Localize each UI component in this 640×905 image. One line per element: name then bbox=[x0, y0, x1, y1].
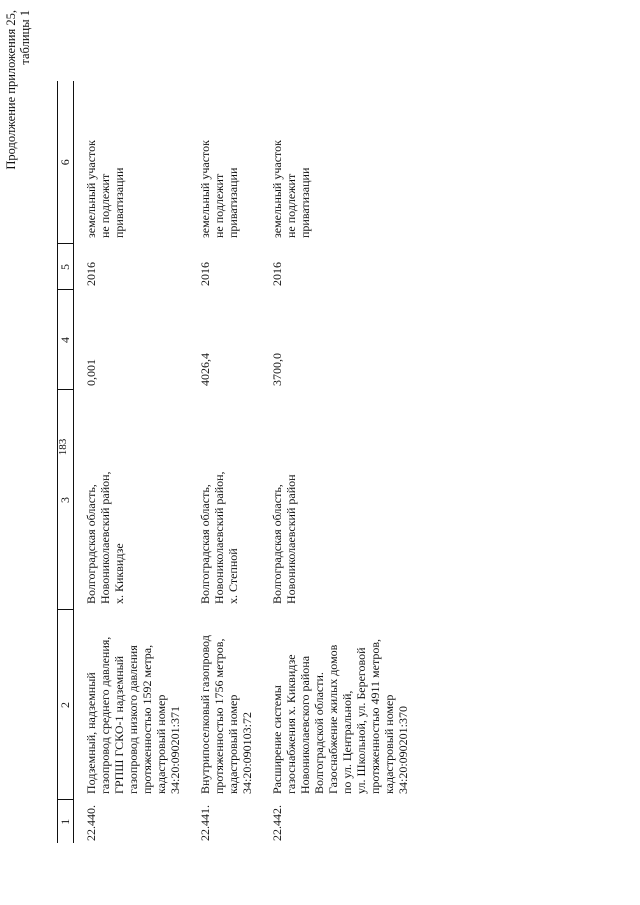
year-cell: 2016 bbox=[270, 262, 284, 286]
object-name-line: кадастровый номер bbox=[154, 694, 168, 794]
header-col-2: 2 bbox=[58, 610, 74, 800]
object-name-line: кадастровый номер bbox=[226, 694, 240, 794]
object-name-cell bbox=[188, 610, 260, 800]
address-line: Новониколаевский район, bbox=[98, 471, 112, 604]
header-col-4: 4 bbox=[58, 290, 74, 390]
object-name-line: протяженностью 4911 метров, bbox=[368, 638, 382, 794]
page-number: 183 bbox=[57, 438, 69, 456]
row-number-cell: 22.440. bbox=[84, 805, 98, 841]
continuation-line-1: Продолжение приложения 25, bbox=[4, 10, 18, 170]
note-line: не подлежит bbox=[284, 173, 298, 238]
address-line: Новониколаевский район bbox=[284, 474, 298, 604]
object-name-cell bbox=[74, 610, 189, 800]
object-name-line: газоснабжения х. Киквидзе bbox=[284, 654, 298, 794]
header-row bbox=[58, 81, 74, 843]
table-row bbox=[188, 81, 260, 843]
table-row bbox=[74, 81, 189, 843]
note-line: приватизации bbox=[226, 167, 240, 238]
year-cell: 2016 bbox=[198, 262, 212, 286]
object-name-line: протяженностью 1592 метра, bbox=[140, 644, 154, 794]
row-number-cell: 22.441. bbox=[198, 805, 212, 841]
note-line: земельный участок bbox=[198, 140, 212, 238]
note-cell bbox=[74, 81, 189, 244]
note-line: не подлежит bbox=[212, 173, 226, 238]
object-name-line: 34:20:090201:370 bbox=[396, 705, 410, 794]
header-col-6: 6 bbox=[58, 81, 74, 244]
year-cell: 2016 bbox=[84, 262, 98, 286]
address-cell bbox=[260, 390, 416, 610]
address-line: Волгоградская область, bbox=[84, 484, 98, 604]
object-name-line: Газоснабжение жилых домов bbox=[326, 644, 340, 794]
object-name-line: ул. Школьной, ул. Береговой bbox=[354, 647, 368, 794]
value-cell: 3700,0 bbox=[270, 353, 284, 386]
row-number-cell: 22.442. bbox=[270, 805, 284, 841]
object-name-line: Волгоградской области. bbox=[312, 672, 326, 794]
object-name-line: газопровод низкого давления bbox=[126, 645, 140, 794]
object-name-line: ГРПШ ГСКО-1 надземный bbox=[112, 655, 126, 794]
object-name-line: по ул. Центральной, bbox=[340, 690, 354, 794]
address-line: х. Степной bbox=[226, 548, 240, 604]
object-name-line: протяженностью 1756 метров, bbox=[212, 638, 226, 794]
note-cell bbox=[188, 81, 260, 244]
address-line: Волгоградская область, bbox=[198, 484, 212, 604]
note-line: не подлежит bbox=[98, 173, 112, 238]
note-line: приватизации bbox=[298, 167, 312, 238]
object-name-line: Новониколаевского района bbox=[298, 655, 312, 794]
address-line: Новониколаевский район, bbox=[212, 471, 226, 604]
object-name-line: газопровод среднего давления, bbox=[98, 636, 112, 794]
property-table bbox=[57, 81, 416, 843]
value-cell: 4026,4 bbox=[198, 353, 212, 386]
object-name-line: Внутрипоселковый газопровод bbox=[198, 635, 212, 794]
header-col-3: 3 bbox=[58, 390, 74, 610]
object-name-cell bbox=[260, 610, 416, 800]
object-name-line: Подземный, надземный bbox=[84, 672, 98, 794]
note-cell bbox=[260, 81, 416, 244]
note-line: земельный участок bbox=[270, 140, 284, 238]
continuation-heading bbox=[4, 10, 32, 170]
header-col-1: 1 bbox=[58, 800, 74, 843]
object-name-line: Расширение системы bbox=[270, 685, 284, 794]
object-name-line: 34:20:090103:72 bbox=[240, 711, 254, 794]
note-line: приватизации bbox=[112, 167, 126, 238]
address-cell bbox=[74, 390, 189, 610]
value-cell: 0,001 bbox=[84, 359, 98, 386]
address-line: х. Киквидзе bbox=[112, 543, 126, 604]
continuation-line-2: таблицы 1 bbox=[18, 10, 32, 65]
address-line: Волгоградская область, bbox=[270, 484, 284, 604]
note-line: земельный участок bbox=[84, 140, 98, 238]
object-name-line: кадастровый номер bbox=[382, 694, 396, 794]
object-name-line: 34:20:090201:371 bbox=[168, 705, 182, 794]
address-cell bbox=[188, 390, 260, 610]
table-row bbox=[260, 81, 416, 843]
header-col-5: 5 bbox=[58, 244, 74, 290]
